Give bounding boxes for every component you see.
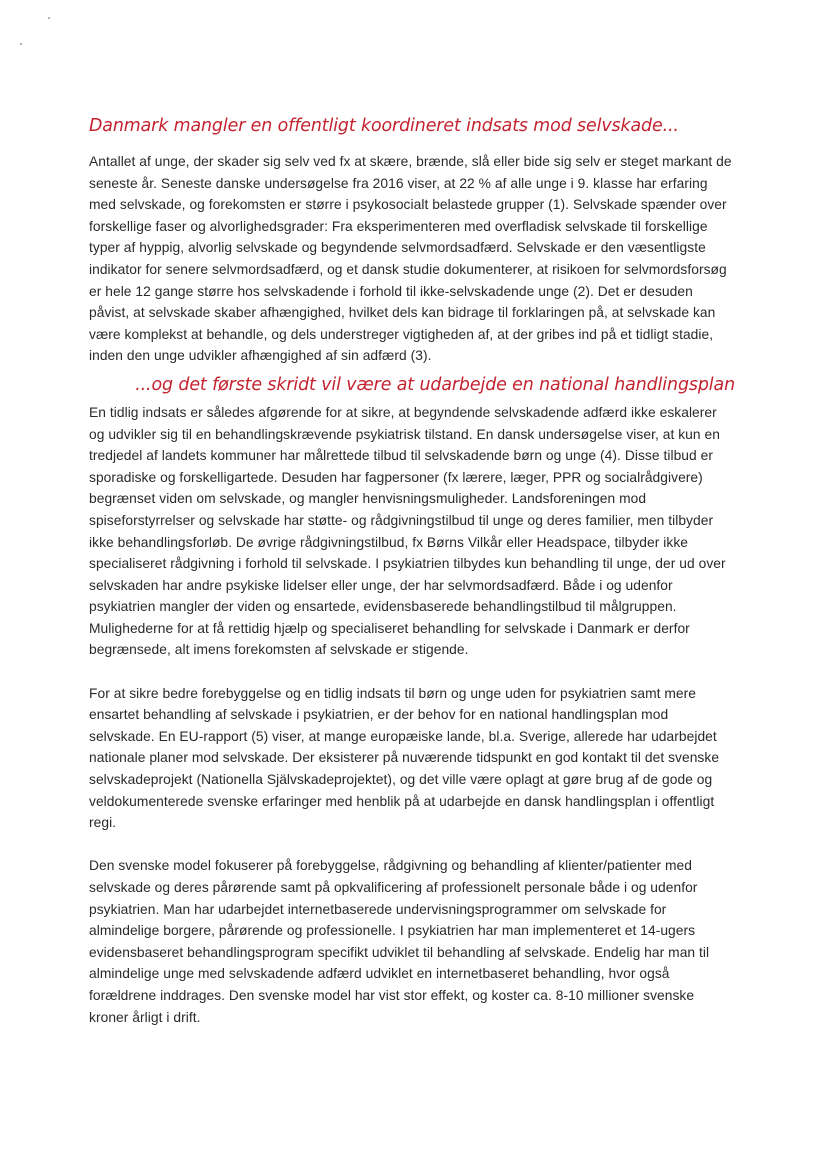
section-heading-action-plan: ...og det første skridt vil være at udarbejde en national handlingsplan — [135, 374, 735, 395]
paragraph-swedish-model: Den svenske model fokuserer på forebyggelse, rådgivning og behandling af klienter/patienter med selvskade og deres pårørende samt på opkvalificering af professionelt personale både i og udenfor psykiatrien. Man har udarbejdet internetbaserede undervisningsprogrammer om selvskade for almindelige borgere, pårørende og professionelle. I psykiatrien har man implementeret et 14-ugers evidensbaseret behandlingsprogram specifikt udviklet til behandling af selvskade. Endelig har man til almindelige unge med selvskadende adfærd udviklet en internetbaseret behandling, hvor også forældrene inddrages. Den svenske model har vist stor effekt, og koster ca. 8-10 millioner svenske kroner årligt i drift. — [89, 858, 710, 1025]
section-heading-problem: Danmark mangler en offentligt koordineret indsats mod selvskade... — [89, 116, 679, 136]
paragraph-national-plan: For at sikre bedre forebyggelse og en tidlig indsats til børn og unge uden for psykiatrien samt mere ensartet behandling af selvskade i psykiatrien, er der behov for en national handlingsplan mod selvskade. En EU-rapport (5) viser, at mange europæiske lande, bl.a. Sverige, allerede har udarbejdet nationale planer mod selvskade. Der eksisterer på nuværende tidspunkt en god kontakt til det svenske selvskadeprojekt (Nationella Självskadeprojektet), og det ville være oplagt at gøre brug af de gode og veldokumenterede svenske erfaringer med henblik på at udarbejde en dansk handlingsplan i offentligt regi. — [89, 685, 720, 831]
scan-speck — [20, 43, 22, 45]
paragraph-early-intervention: En tidlig indsats er således afgørende for at sikre, at begyndende selvskadende adfærd ikke eskalerer og udvikler sig til en behandlingskrævende psykiatrisk tilstand. En dansk undersøgelse viser, at kun en tredjedel af landets kommuner har målrettede tilbud til selvskadende børn og unge (4). Disse tilbud er sporadiske og forskelligartede. Desuden har fagpersoner (fx lærere, læger, PPR og socialrådgivere) begrænset viden om selvskade, og mangler henvisningsmuligheder. Landsforeningen mod spiseforstyrrelser og selvskade har støtte- og rådgivningstilbud til unge og deres familier, men tilbyder ikke behandlingsforløb. De øvrige rådgivningstilbud, fx Børns Vilkår eller Headspace, tilbyder ikke specialiseret rådgivning i forhold til selvskade. I psykiatrien tilbydes kun behandling til unge, der ud over selvskaden har andre psykiske lidelser eller unge, der har selvmordsadfærd. Både i og udenfor psykiatrien mangler der viden og ensartede, evidensbaserede behandlingstilbud til målgruppen. Mulighederne for at få rettidig hjælp og specialiseret behandling for selvskade i Danmark er derfor begrænsede, alt imens forekomsten af selvskade er stigende. — [89, 404, 726, 658]
paragraph-prevalence: Antallet af unge, der skader sig selv ved fx at skære, brænde, slå eller bide sig selv er steget markant de seneste år. Seneste danske undersøgelse fra 2016 viser, at 22 % af alle unge i 9. klasse har erfaring med selvskade, og forekomsten er større i psykosocialt belastede grupper (1). Selvskade spænder over forskellige faser og alvorlighedsgrader: Fra eksperimenteren med overfladisk selvskade til forskellige typer af hyppig, alvorlig selvskade og begyndende selvmordsadfærd. Selvskade er den væsentligste indikator for senere selvmordsadfærd, og et dansk studie dokumenterer, at risikoen for selvmordsforsøg er hele 12 gange større hos selvskadende i forhold til ikke-selvskadende unge (2). Det er desuden påvist, at selvskade skaber afhængighed, hvilket dels kan bidrage til forklaringen på, at selvskade kan være komplekst at behandle, og dels understreger vigtigheden af, at der gribes ind på et tidligt stadie, inden den unge udvikler afhængighed af sin adfærd (3). — [89, 154, 732, 364]
scan-speck — [48, 17, 50, 19]
document-body — [89, 114, 735, 1028]
